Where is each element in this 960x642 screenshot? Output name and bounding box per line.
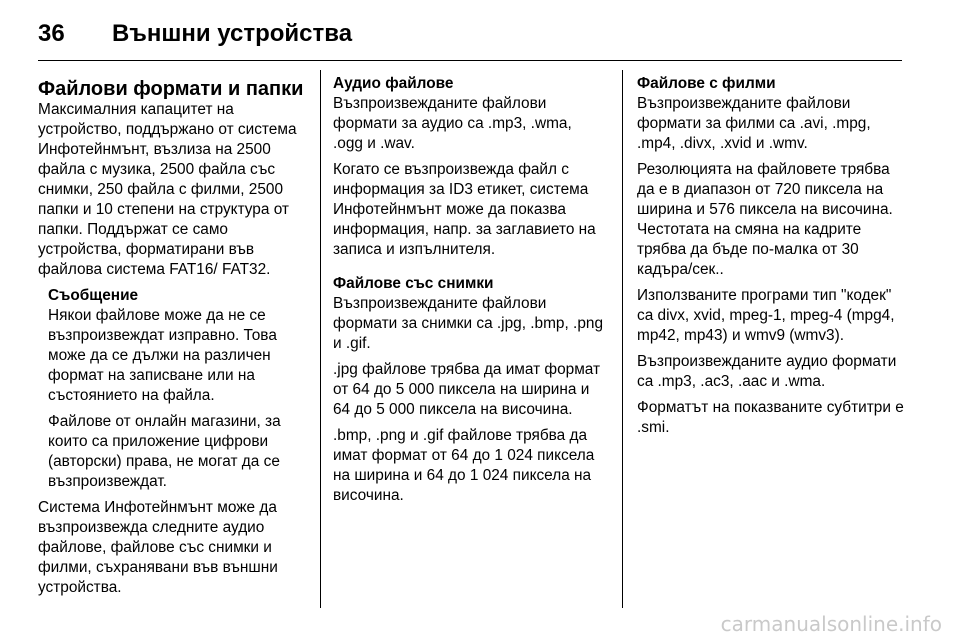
supported-files-paragraph: Система Инфотейнмънт може да възпроизвежда следните аудио файлове, файлове със снимки и филми, съхранявани във външни устройства. (38, 499, 278, 596)
jpg-size-paragraph: .jpg файлове трябва да имат формат от 64 до 5 000 пиксела на ширина и 64 до 5 000 пиксела на височина. (333, 361, 601, 418)
watermark: carmanualsonline.info (720, 612, 942, 636)
column-3 (637, 74, 909, 444)
section-heading-file-formats: Файлови формати и папки (38, 78, 304, 100)
section-heading-movies: Файлове с филми (637, 75, 776, 92)
audio-id3-paragraph: Когато се възпроизвежда файл с информация за ID3 етикет, система Инфотейнмънт може да показва информация, напр. за заглавието на записа и изпълнителя. (333, 161, 596, 258)
column-divider-2 (622, 70, 623, 608)
column-divider-1 (320, 70, 321, 608)
column-1 (38, 74, 310, 604)
section-heading-audio: Аудио файлове (333, 75, 454, 92)
capacity-paragraph: Максималния капацитет на устройство, поддържано от система Инфотейнмънт, възлиза на 2500 файла с музика, 2500 файла със снимки, 250 файла с филми, 2500 папки и 10 степени на структура от папки. Поддържат се само устройства, форматирани във файлова система FAT16/ FAT32. (38, 101, 297, 278)
note-paragraph-2: Файлове от онлайн магазини, за които са приложение цифрови (авторски) права, не могат да се възпроизвеждат. (48, 413, 281, 490)
audio-formats-paragraph: Възпроизвежданите файлови формати за аудио са .mp3, .wma, .ogg и .wav. (333, 95, 572, 152)
column-2 (333, 74, 603, 512)
movie-audio-formats-paragraph: Възпроизвежданите аудио формати са .mp3, .ac3, .aac и .wma. (637, 353, 897, 390)
bmp-png-gif-size-paragraph: .bmp, .png и .gif файлове трябва да имат формат от 64 до 1 024 пиксела на ширина и 64 до 1 024 пиксела на височина. (333, 427, 595, 504)
page-header (38, 14, 352, 54)
codec-paragraph: Използваните програми тип "кодек" са divx, xvid, mpeg-1, mpeg-4 (mpg4, mp42, mp43) и wmv9 (wmv3). (637, 287, 895, 344)
header-rule (38, 60, 902, 61)
note-box (48, 286, 310, 492)
movie-resolution-paragraph: Резолюцията на файловете трябва да е в диапазон от 720 пиксела на ширина и 576 пиксела на височина. Честотата на смяна на кадрите трябва да бъде по-малка от 30 кадъра/сек.. (637, 161, 893, 278)
subtitle-format-paragraph: Форматът на показваните субтитри е .smi. (637, 399, 904, 436)
note-paragraph-1: Някои файлове може да не се възпроизвеждат изправно. Това може да се дължи на различен формат на записване или на състоянието на файла. (48, 307, 277, 404)
image-formats-paragraph: Възпроизвежданите файлови формати за снимки са .jpg, .bmp, .png и .gif. (333, 295, 603, 352)
section-heading-images: Файлове със снимки (333, 275, 494, 292)
movie-formats-paragraph: Възпроизвежданите файлови формати за филми са .avi, .mpg, .mp4, .divx, .xvid и .wmv. (637, 95, 871, 152)
note-heading: Съобщение (48, 287, 139, 304)
page-number: 36 (38, 20, 65, 47)
page-title: Външни устройства (112, 20, 353, 47)
